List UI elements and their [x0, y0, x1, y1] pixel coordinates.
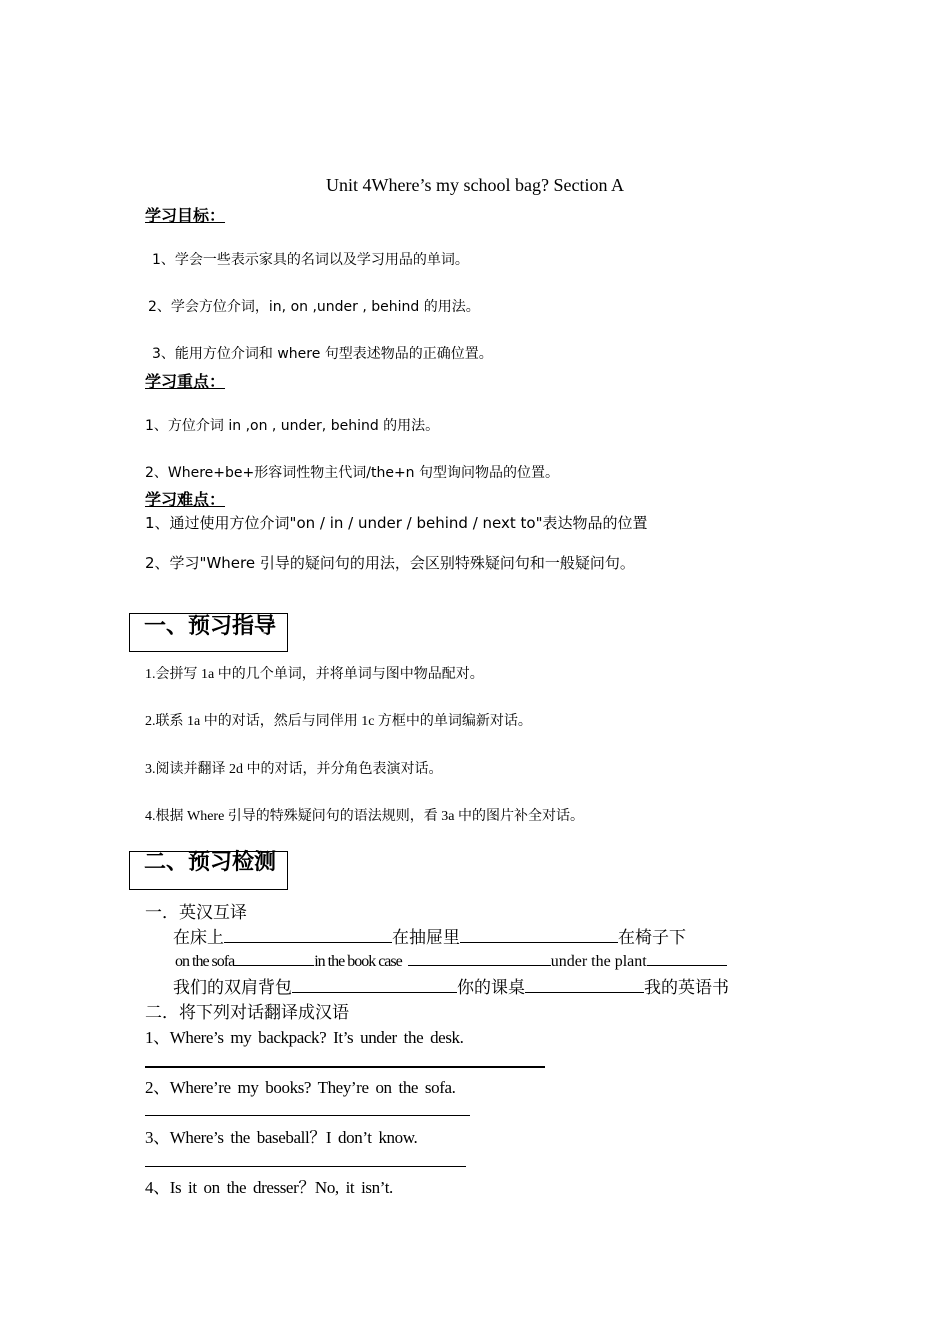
- answer-line[interactable]: [145, 1166, 466, 1167]
- term-on-sofa: on the sofa: [175, 953, 235, 970]
- answer-line[interactable]: [145, 1115, 470, 1116]
- translation-row-3: [173, 973, 729, 998]
- part2-title: 二．将下列对话翻译成汉语: [145, 1003, 349, 1022]
- term-in-drawer: 在抽屉里: [392, 928, 460, 947]
- term-your-desk: 你的课桌: [457, 978, 525, 997]
- term-in-book-case: in the book case: [314, 953, 402, 970]
- answer-blank[interactable]: [224, 925, 392, 943]
- difficulties-heading: 学习难点：: [145, 490, 226, 509]
- goal-item-3: 3、能用方位介词和 where 句型表述物品的正确位置。: [152, 346, 493, 362]
- dialog-2: 2、Where’re my books? They’re on the sofa.: [145, 1078, 456, 1097]
- term-under-chair: 在椅子下: [618, 928, 686, 947]
- goal-item-1: 1、学会一些表示家具的名词以及学习用品的单词。: [152, 252, 469, 268]
- part1-title: 一．英汉互译: [145, 903, 247, 922]
- translation-row-2: [175, 949, 727, 971]
- answer-blank[interactable]: [292, 975, 457, 993]
- goals-heading: 学习目标：: [145, 206, 226, 225]
- translation-row-1: [173, 923, 686, 948]
- answer-blank[interactable]: [408, 949, 551, 966]
- difficulty-2: 2、学习"Where 引导的疑问句的用法，会区别特殊疑问句和一般疑问句。: [145, 554, 635, 572]
- difficulty-1: 1、通过使用方位介词"on / in / under / behind / next to"表达物品的位置: [145, 514, 648, 532]
- key-points-heading: 学习重点：: [145, 372, 226, 391]
- guide-item-1: 1.会拼写 1a 中的几个单词，并将单词与图中物品配对。: [145, 667, 484, 682]
- page-title: Unit 4Where’s my school bag? Section A: [326, 175, 624, 195]
- key-point-2: 2、Where+be+形容词性物主代词/the+n 句型询问物品的位置。: [145, 465, 560, 481]
- guide-item-4: 4.根据 Where 引导的特殊疑问句的语法规则，看 3a 中的图片补全对话。: [145, 809, 585, 824]
- term-under-plant: under the plant: [550, 953, 647, 970]
- term-our-backpack: 我们的双肩背包: [173, 978, 292, 997]
- answer-blank[interactable]: [460, 925, 618, 943]
- dialog-3: 3、Where’s the baseball？I don’t know.: [145, 1128, 418, 1147]
- goal-item-2: 2、学会方位介词，in, on ,under , behind 的用法。: [148, 299, 480, 315]
- guide-item-2: 2.联系 1a 中的对话，然后与同伴用 1c 方框中的单词编新对话。: [145, 714, 532, 729]
- answer-line[interactable]: [145, 1066, 545, 1068]
- key-point-1: 1、方位介词 in ,on , under, behind 的用法。: [145, 418, 440, 434]
- term-on-bed: 在床上: [173, 928, 224, 947]
- section-heading-preview-test: 二、预习检测: [129, 851, 288, 890]
- answer-blank[interactable]: [647, 949, 727, 966]
- answer-blank[interactable]: [234, 949, 314, 966]
- guide-item-3: 3.阅读并翻译 2d 中的对话，并分角色表演对话。: [145, 762, 443, 777]
- dialog-4: 4、Is it on the dresser？No, it isn’t.: [145, 1178, 393, 1197]
- dialog-1: 1、Where’s my backpack? It’s under the desk.: [145, 1028, 464, 1047]
- answer-blank[interactable]: [525, 975, 644, 993]
- term-my-english-book: 我的英语书: [644, 978, 729, 997]
- section-heading-preview-guide: 一、预习指导: [129, 613, 288, 652]
